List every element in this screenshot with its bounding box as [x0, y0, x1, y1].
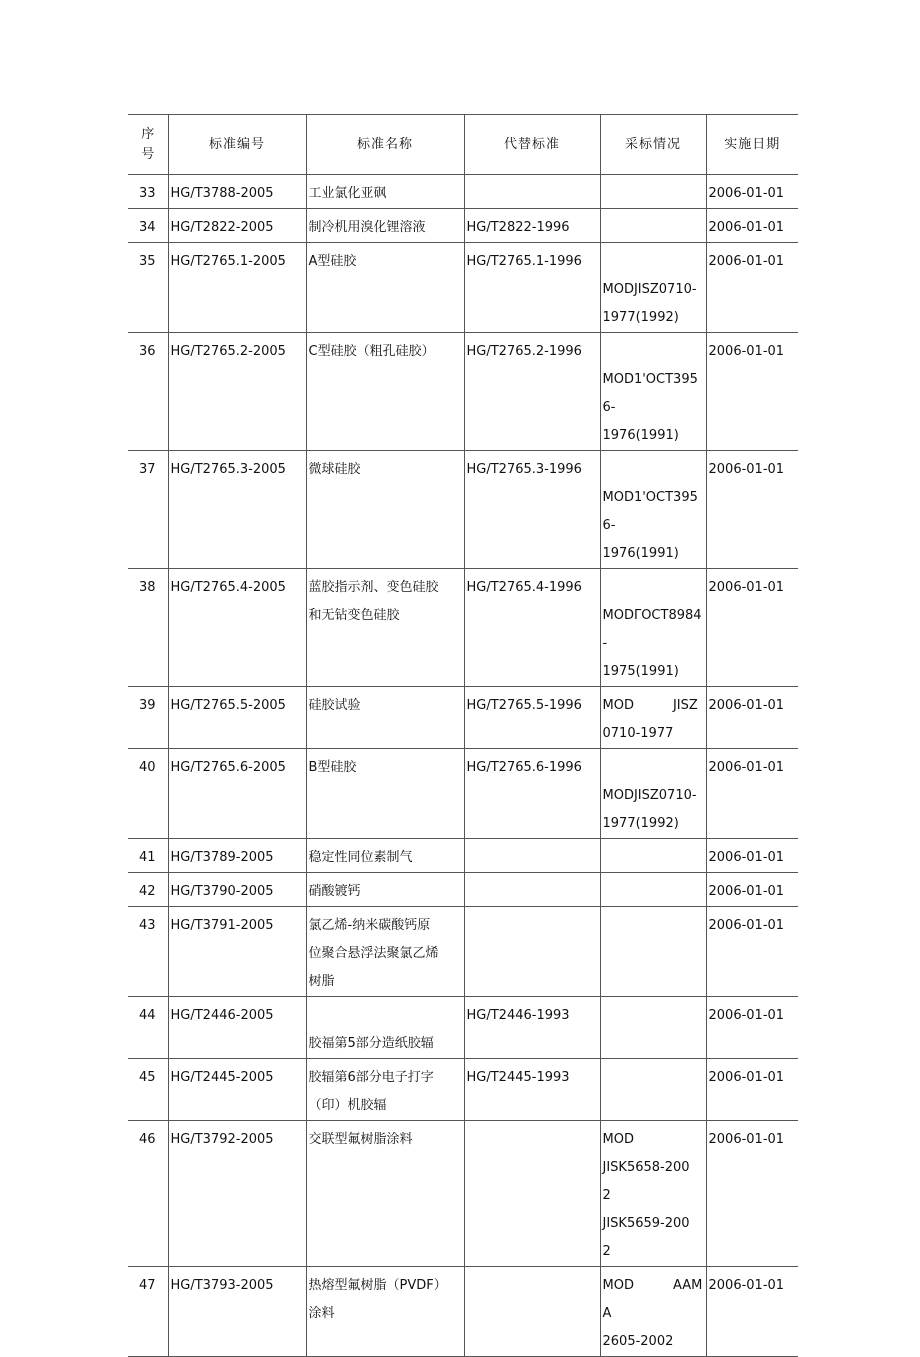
cell-adoption: MOD JISK5658-200 2 JISK5659-200 2	[600, 1121, 706, 1267]
cell-implementation-date: 2006-01-01	[706, 839, 798, 873]
cell-adoption	[600, 997, 706, 1059]
cell-no: 38	[128, 569, 168, 687]
table-row	[128, 175, 798, 209]
cell-standard-name: C型硅胶（粗孔硅胶）	[306, 333, 464, 451]
cell-adoption: MODΓOCT8984- 1975(1991)	[600, 569, 706, 687]
standards-table	[128, 114, 798, 1357]
cell-no: 39	[128, 687, 168, 749]
cell-replaced-standard: HG/T2765.5-1996	[464, 687, 600, 749]
cell-standard-code: HG/T2765.2-2005	[168, 333, 306, 451]
cell-standard-code: HG/T2765.3-2005	[168, 451, 306, 569]
cell-implementation-date: 2006-01-01	[706, 243, 798, 333]
cell-standard-name: 热熔型氟树脂（PVDF） 涂料	[306, 1267, 464, 1357]
cell-no: 47	[128, 1267, 168, 1357]
cell-implementation-date: 2006-01-01	[706, 687, 798, 749]
cell-no: 43	[128, 907, 168, 997]
cell-standard-name: 蓝胶指示剂、变色硅胶 和无钻变色硅胶	[306, 569, 464, 687]
header-replaced: 代替标准	[464, 115, 600, 175]
table-row	[128, 687, 798, 749]
table-row	[128, 873, 798, 907]
table-row	[128, 333, 798, 451]
cell-standard-code: HG/T3793-2005	[168, 1267, 306, 1357]
table-row	[128, 569, 798, 687]
cell-standard-name: 稳定性同位素制气	[306, 839, 464, 873]
cell-standard-name: 制冷机用溴化锂溶液	[306, 209, 464, 243]
table-row	[128, 451, 798, 569]
cell-implementation-date: 2006-01-01	[706, 1121, 798, 1267]
cell-implementation-date: 2006-01-01	[706, 873, 798, 907]
cell-implementation-date: 2006-01-01	[706, 333, 798, 451]
cell-adoption	[600, 907, 706, 997]
cell-replaced-standard: HG/T2445-1993	[464, 1059, 600, 1121]
cell-standard-code: HG/T2765.6-2005	[168, 749, 306, 839]
cell-implementation-date: 2006-01-01	[706, 907, 798, 997]
cell-replaced-standard: HG/T2765.1-1996	[464, 243, 600, 333]
cell-replaced-standard: HG/T2822-1996	[464, 209, 600, 243]
table-row	[128, 997, 798, 1059]
cell-implementation-date: 2006-01-01	[706, 1059, 798, 1121]
cell-standard-name: 硅胶试验	[306, 687, 464, 749]
cell-standard-name: A型硅胶	[306, 243, 464, 333]
cell-standard-code: HG/T2765.5-2005	[168, 687, 306, 749]
table-row	[128, 243, 798, 333]
table-row	[128, 749, 798, 839]
cell-standard-code: HG/T3792-2005	[168, 1121, 306, 1267]
cell-replaced-standard	[464, 907, 600, 997]
cell-no: 36	[128, 333, 168, 451]
cell-standard-name: 硝酸镀钙	[306, 873, 464, 907]
cell-replaced-standard: HG/T2446-1993	[464, 997, 600, 1059]
table-row	[128, 209, 798, 243]
cell-standard-name: 微球硅胶	[306, 451, 464, 569]
cell-implementation-date: 2006-01-01	[706, 209, 798, 243]
cell-adoption	[600, 209, 706, 243]
cell-adoption: MOD1'OCT3956- 1976(1991)	[600, 451, 706, 569]
header-code: 标准编号	[168, 115, 306, 175]
cell-standard-code: HG/T3789-2005	[168, 839, 306, 873]
cell-standard-name: 交联型氟树脂涂料	[306, 1121, 464, 1267]
cell-replaced-standard: HG/T2765.6-1996	[464, 749, 600, 839]
cell-standard-name: B型硅胶	[306, 749, 464, 839]
cell-adoption: MOD1'OCT3956- 1976(1991)	[600, 333, 706, 451]
table-row	[128, 1121, 798, 1267]
cell-standard-code: HG/T3790-2005	[168, 873, 306, 907]
cell-implementation-date: 2006-01-01	[706, 451, 798, 569]
table-row	[128, 1059, 798, 1121]
cell-no: 33	[128, 175, 168, 209]
header-date: 实施日期	[706, 115, 798, 175]
cell-no: 41	[128, 839, 168, 873]
cell-standard-code: HG/T2822-2005	[168, 209, 306, 243]
cell-standard-name: 氯乙烯-纳米碳酸钙原 位聚合悬浮法聚氯乙烯 树脂	[306, 907, 464, 997]
cell-replaced-standard: HG/T2765.4-1996	[464, 569, 600, 687]
cell-replaced-standard	[464, 1267, 600, 1357]
cell-implementation-date: 2006-01-01	[706, 749, 798, 839]
cell-adoption	[600, 839, 706, 873]
table-row	[128, 839, 798, 873]
cell-adoption	[600, 873, 706, 907]
table-row	[128, 907, 798, 997]
cell-replaced-standard: HG/T2765.2-1996	[464, 333, 600, 451]
header-name: 标准名称	[306, 115, 464, 175]
cell-implementation-date: 2006-01-01	[706, 1267, 798, 1357]
cell-replaced-standard: HG/T2765.3-1996	[464, 451, 600, 569]
cell-no: 40	[128, 749, 168, 839]
cell-no: 37	[128, 451, 168, 569]
cell-standard-code: HG/T2765.4-2005	[168, 569, 306, 687]
cell-no: 35	[128, 243, 168, 333]
cell-standard-name: 胶辐第6部分电子打字 （印）机胶辐	[306, 1059, 464, 1121]
table-row	[128, 1267, 798, 1357]
cell-standard-code: HG/T2765.1-2005	[168, 243, 306, 333]
cell-adoption: MODJISZ0710- 1977(1992)	[600, 243, 706, 333]
cell-standard-name: 工业氯化亚砜	[306, 175, 464, 209]
cell-no: 42	[128, 873, 168, 907]
cell-implementation-date: 2006-01-01	[706, 569, 798, 687]
cell-no: 45	[128, 1059, 168, 1121]
cell-standard-code: HG/T3791-2005	[168, 907, 306, 997]
cell-adoption: MODJISZ0710- 1977(1992)	[600, 749, 706, 839]
cell-implementation-date: 2006-01-01	[706, 175, 798, 209]
cell-standard-name: 胶福第5部分造纸胶辐	[306, 997, 464, 1059]
cell-adoption: MOD JISZ 0710-1977	[600, 687, 706, 749]
cell-standard-code: HG/T2446-2005	[168, 997, 306, 1059]
cell-no: 34	[128, 209, 168, 243]
cell-standard-code: HG/T2445-2005	[168, 1059, 306, 1121]
table-header-row	[128, 115, 798, 175]
cell-implementation-date: 2006-01-01	[706, 997, 798, 1059]
cell-replaced-standard	[464, 175, 600, 209]
cell-standard-code: HG/T3788-2005	[168, 175, 306, 209]
cell-adoption: MOD AAMA 2605-2002	[600, 1267, 706, 1357]
cell-replaced-standard	[464, 873, 600, 907]
header-no: 序 号	[128, 115, 168, 175]
header-adoption: 采标情况	[600, 115, 706, 175]
cell-adoption	[600, 175, 706, 209]
cell-adoption	[600, 1059, 706, 1121]
cell-no: 44	[128, 997, 168, 1059]
cell-replaced-standard	[464, 1121, 600, 1267]
cell-no: 46	[128, 1121, 168, 1267]
cell-replaced-standard	[464, 839, 600, 873]
